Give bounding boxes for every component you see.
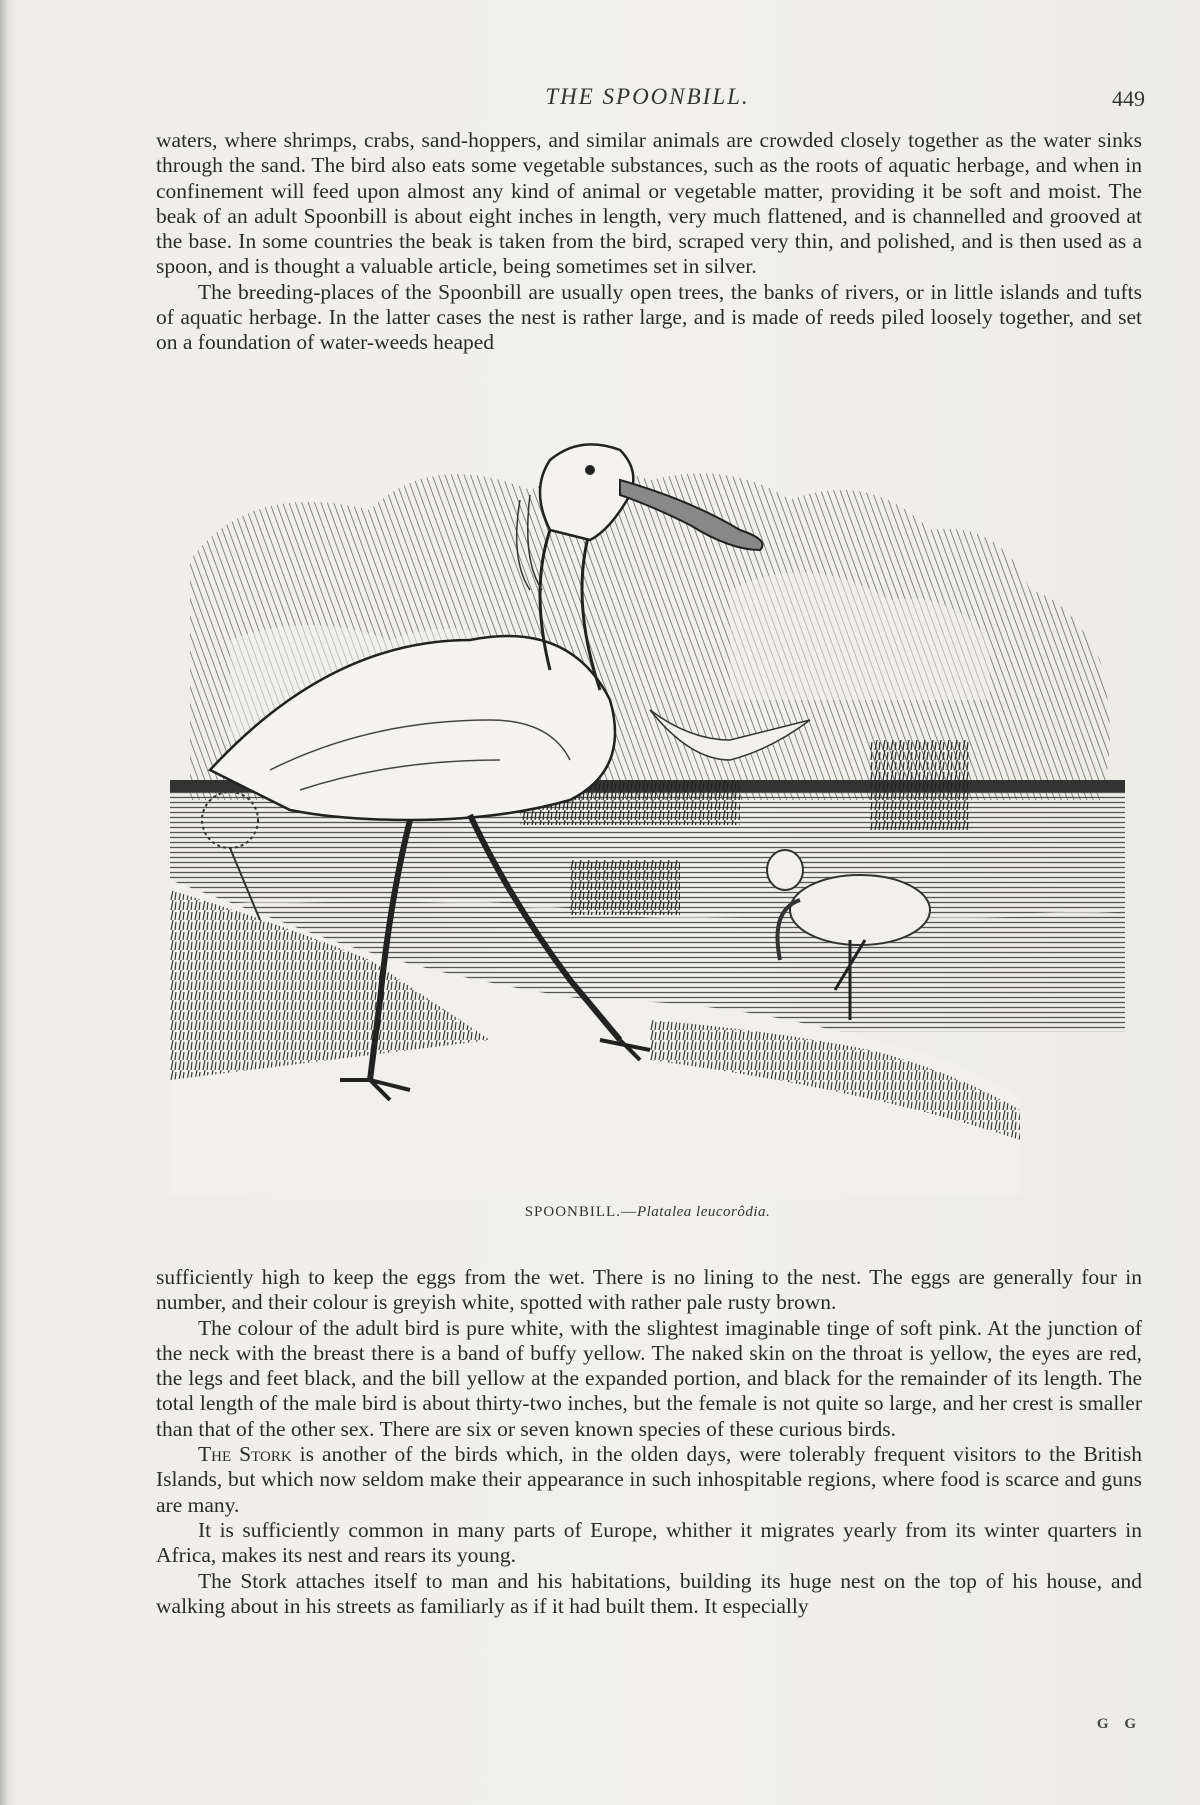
running-head <box>150 84 1145 116</box>
paragraph-stork-intro <box>156 1442 1142 1518</box>
caption-latin-name: Platalea leucorôdia. <box>636 1204 771 1220</box>
stork-intro-text: is another of the birds which, in the olden days, were tolerably frequent visitors to the British Islands, but which now seldom make their appearance in such inhospitable regions, where food is scarce and guns are many. <box>156 1442 1142 1517</box>
signature-mark: G G <box>1096 1716 1142 1732</box>
paragraph-continued: waters, where shrimps, crabs, sand-hoppers, and similar animals are crowded closely together as the water sinks through the sand. The bird also eats some vegetable substances, such as the roots of aquatic herbage, and when in confinement will feed upon almost any kind of animal or vegetable matter, providing it be soft and moist. The beak of an adult Spoonbill is about eight inches in length, very much flattened, and is channelled and grooved at the base. In some countries the beak is taken from the bird, scraped very thin, and polished, and is then used as a spoon, and is thought a valuable article, being sometimes set in silver. <box>156 128 1142 279</box>
paragraph-stork-habits: The Stork attaches itself to man and his habitations, building its huge nest on the top of his house, and walking about in his streets as familiarly as if it had built them. It especially <box>156 1568 1142 1618</box>
figure-caption <box>150 1204 1145 1221</box>
caption-common-name: SPOONBILL.— <box>524 1204 637 1220</box>
spoonbill-engraving <box>170 440 1125 1195</box>
stork-lead: The Stork <box>198 1442 292 1467</box>
paragraph-stork-europe: It is sufficiently common in many parts of Europe, whither it migrates yearly from its winter quarters in Africa, makes its nest and rears its young. <box>156 1517 1142 1568</box>
paragraph-breeding: The breeding-places of the Spoonbill are usually open trees, the banks of rivers, or in little islands and tufts of aquatic herbage. In the latter cases the nest is rather large, and is made of reeds piled loosely together, and set on a foundation of water-weeds heaped <box>156 279 1142 355</box>
page-number: 449 <box>1112 86 1145 111</box>
bottom-text-block <box>156 1265 1142 1619</box>
top-text-block <box>156 128 1142 356</box>
paragraph-colour: The colour of the adult bird is pure white, with the slightest imaginable tinge of soft pink. At the junction of the neck with the breast there is a band of buffy yellow. The naked skin on the throat is yellow, the eyes are red, the legs and feet black, and the bill yellow at the expanded portion, and black for the remainder of its length. The total length of the male bird is about thirty-two inches, but the female is not quite so large, and her crest is smaller than that of the other sex. There are six or seven known species of these curious birds. <box>156 1315 1142 1441</box>
paragraph-nest: sufficiently high to keep the eggs from the wet. There is no lining to the nest. The eggs are generally four in number, and their colour is greyish white, spotted with rather pale rusty brown. <box>156 1265 1142 1315</box>
page-title: THE SPOONBILL. <box>545 84 750 109</box>
page-binding-edge <box>0 0 8 1805</box>
